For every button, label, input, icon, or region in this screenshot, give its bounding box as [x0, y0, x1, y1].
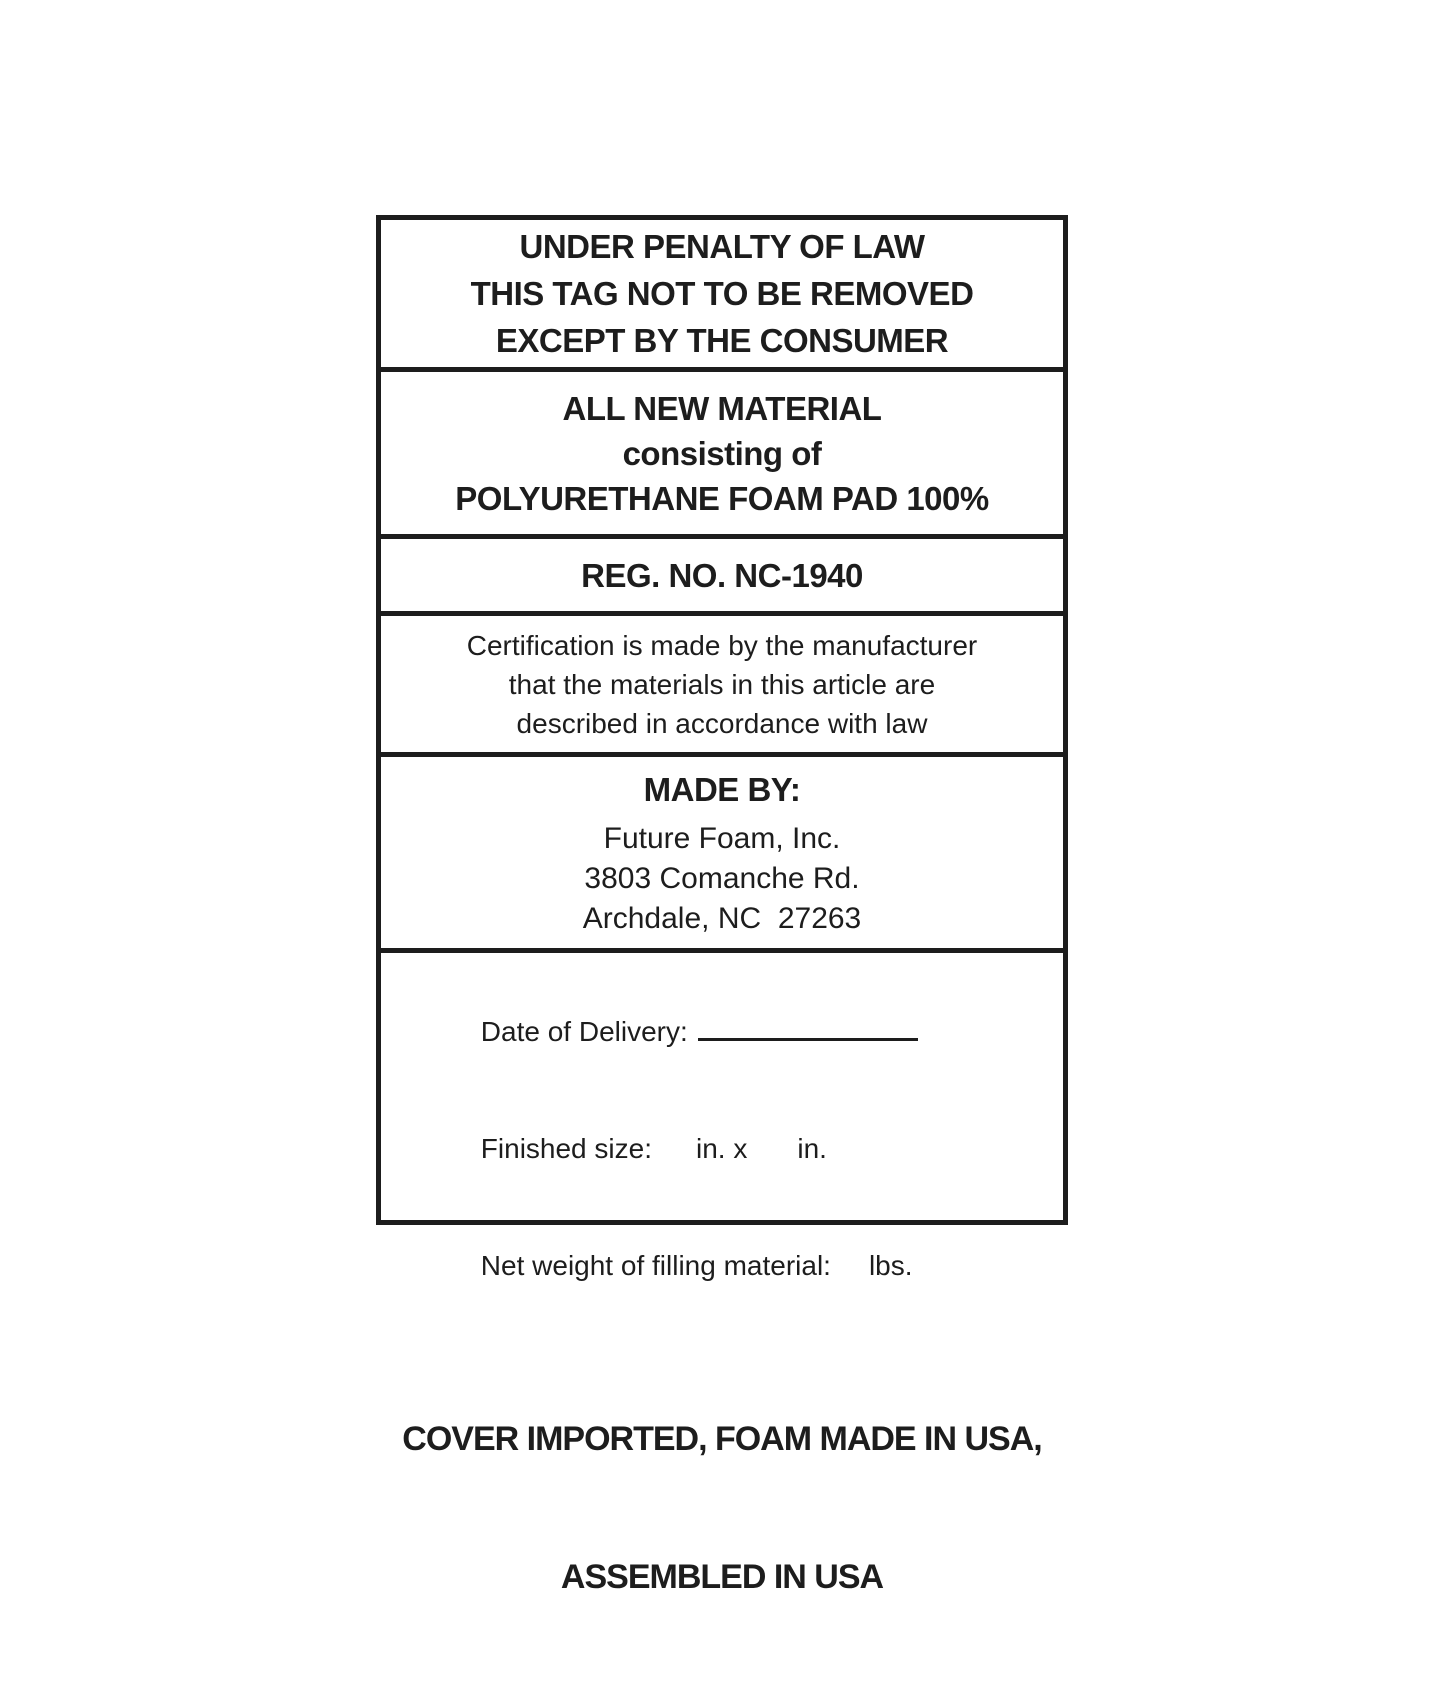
- net-weight-unit: lbs.: [868, 1250, 913, 1281]
- penalty-line-2: THIS TAG NOT TO BE REMOVED: [470, 275, 974, 312]
- made-by-city-state-zip: Archdale, NC 27263: [582, 902, 862, 935]
- material-line-1: ALL NEW MATERIAL: [562, 389, 882, 427]
- net-weight-line: [403, 1207, 1045, 1324]
- finished-size-line: [403, 1090, 1045, 1207]
- origin-line-2: ASSEMBLED IN USA: [560, 1558, 884, 1596]
- origin-line-1: COVER IMPORTED, FOAM MADE IN USA,: [402, 1420, 1042, 1458]
- origin-statement-block: [381, 1324, 1063, 1704]
- registration-number: REG. NO. NC-1940: [581, 556, 863, 594]
- finished-size-unit-2: in.: [797, 1133, 827, 1164]
- finished-size-label: Finished size:: [480, 1133, 652, 1164]
- net-weight-label: Net weight of filling material:: [480, 1250, 831, 1281]
- certification-line-2: that the materials in this article are: [508, 668, 936, 700]
- date-of-delivery-blank: [698, 1018, 918, 1041]
- material-section: [381, 372, 1063, 539]
- law-label: [376, 215, 1068, 1596]
- date-of-delivery-line: [403, 973, 1045, 1090]
- penalty-section: [381, 220, 1063, 372]
- material-line-2: consisting of: [622, 434, 822, 472]
- certification-line-3: described in accordance with law: [516, 707, 928, 739]
- penalty-line-3: EXCEPT BY THE CONSUMER: [495, 322, 949, 359]
- delivery-details-block: [381, 953, 1063, 1324]
- details-section: [381, 953, 1063, 1596]
- made-by-company: Future Foam, Inc.: [603, 822, 841, 855]
- registration-section: [381, 539, 1063, 616]
- made-by-street: 3803 Comanche Rd.: [584, 862, 860, 895]
- certification-line-1: Certification is made by the manufacturer: [466, 629, 978, 661]
- penalty-line-1: UNDER PENALTY OF LAW: [519, 228, 925, 265]
- made-by-heading: MADE BY:: [643, 771, 801, 808]
- finished-size-unit-1: in. x: [695, 1133, 748, 1164]
- date-of-delivery-label: Date of Delivery:: [480, 1016, 688, 1047]
- made-by-section: [381, 757, 1063, 953]
- material-line-3: POLYURETHANE FOAM PAD 100%: [455, 479, 989, 517]
- certification-section: [381, 616, 1063, 757]
